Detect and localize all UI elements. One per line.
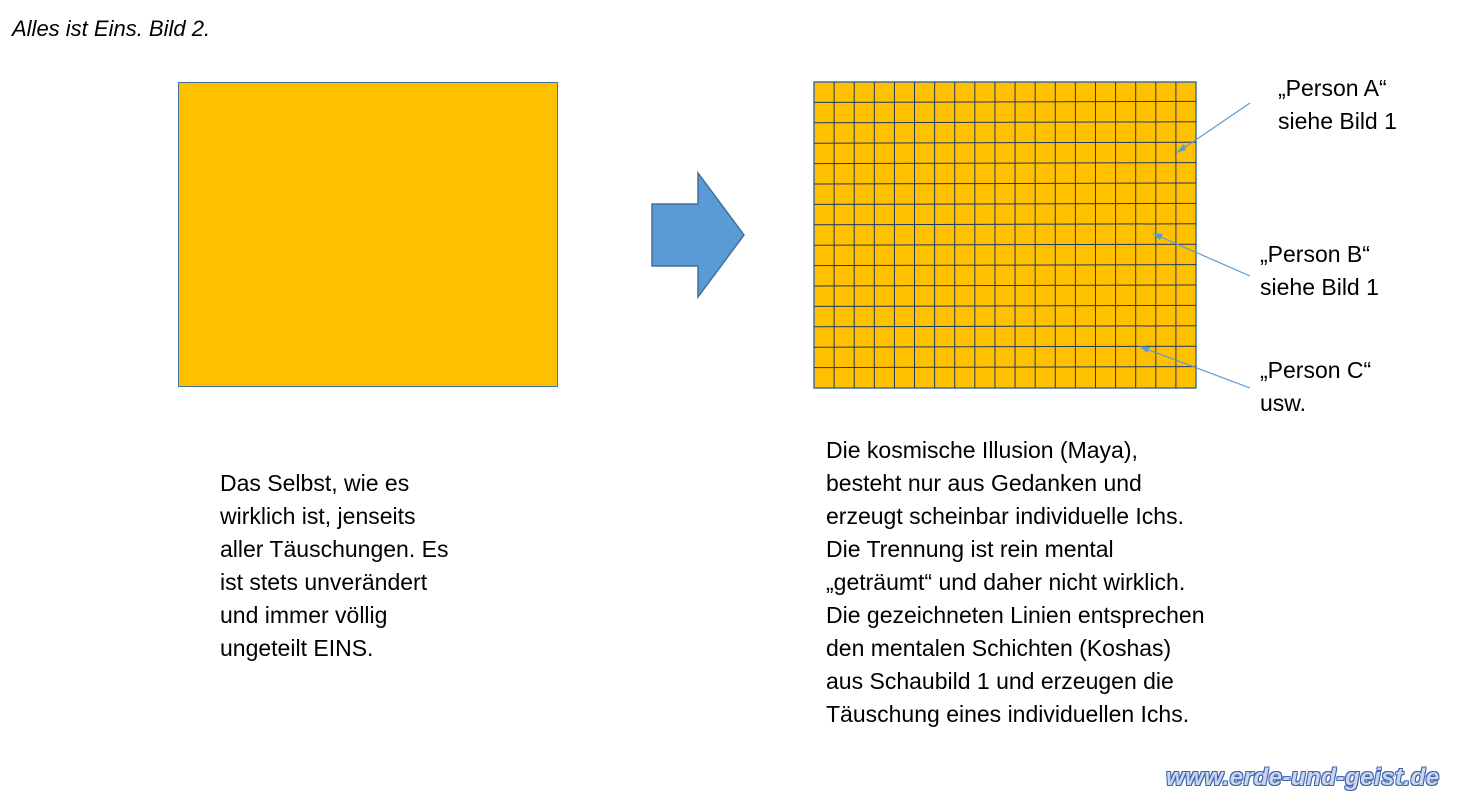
left-text-line: und immer völlig	[220, 602, 388, 628]
divided-grid	[813, 81, 1198, 390]
page-title: Alles ist Eins. Bild 2.	[12, 16, 211, 41]
right-text-line: Die Trennung ist rein mental	[826, 536, 1114, 562]
left-text-line: Das Selbst, wie es	[220, 470, 410, 496]
callout-person-c-name: „Person C“	[1260, 357, 1372, 383]
grid-background	[814, 82, 1196, 388]
right-text-line: Die gezeichneten Linien entsprechen	[826, 602, 1205, 628]
right-description	[826, 434, 1205, 731]
right-arrow-icon	[650, 170, 750, 300]
right-text-line: „geträumt“ und daher nicht wirklich.	[826, 569, 1186, 595]
callout-person-a-ref: siehe Bild 1	[1278, 108, 1397, 134]
callout-person-c	[1260, 354, 1371, 420]
right-text-line: Täuschung eines individuellen Ichs.	[826, 701, 1190, 727]
right-text-line: besteht nur aus Gedanken und	[826, 470, 1142, 496]
right-text-line: erzeugt scheinbar individuelle Ichs.	[826, 503, 1184, 529]
left-description	[220, 467, 448, 665]
left-text-line: wirklich ist, jenseits	[220, 503, 416, 529]
callout-person-a	[1278, 72, 1397, 138]
right-text-line: den mentalen Schichten (Koshas)	[826, 635, 1172, 661]
left-text-line: aller Täuschungen. Es	[220, 536, 449, 562]
undivided-self-box	[178, 82, 558, 387]
callout-person-a-name: „Person A“	[1278, 75, 1387, 101]
right-text-line: aus Schaubild 1 und erzeugen die	[826, 668, 1174, 694]
callout-person-b	[1260, 238, 1379, 304]
callout-person-c-ref: usw.	[1260, 390, 1307, 416]
right-text-line: Die kosmische Illusion (Maya),	[826, 437, 1138, 463]
callout-person-b-ref: siehe Bild 1	[1260, 274, 1379, 300]
callout-person-b-name: „Person B“	[1260, 241, 1370, 267]
website-link[interactable]: www.erde-und-geist.de	[1166, 764, 1440, 791]
left-text-line: ist stets unverändert	[220, 569, 428, 595]
left-text-line: ungeteilt EINS.	[220, 635, 374, 661]
